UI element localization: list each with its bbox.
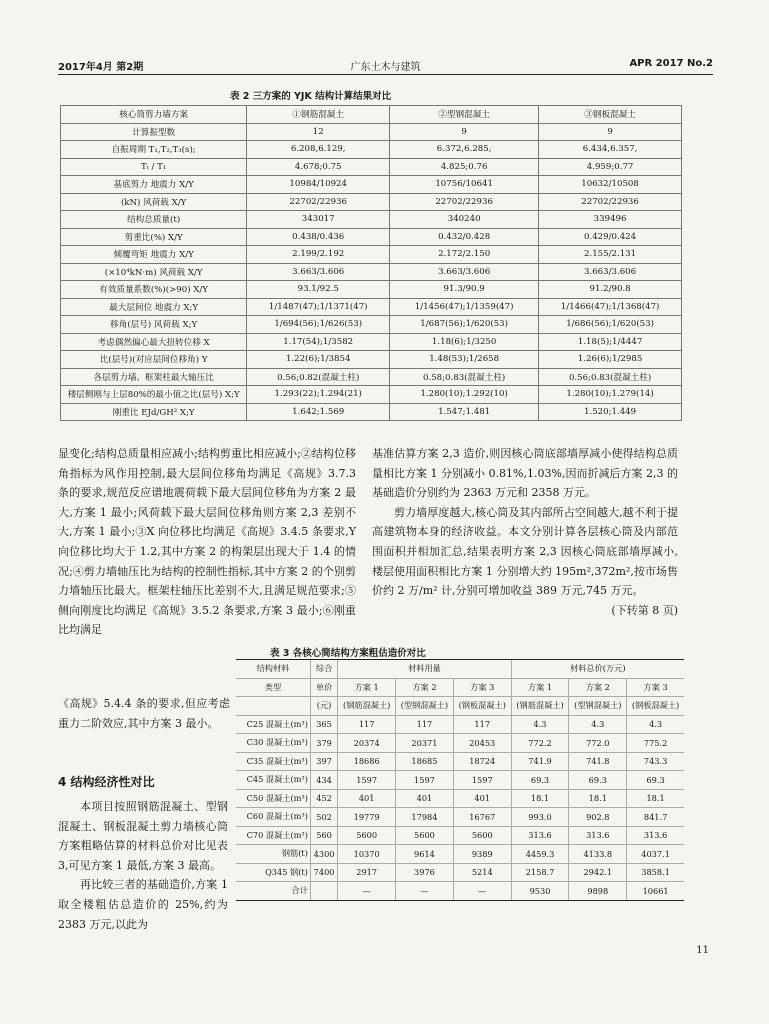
table3-subheader: 方案 1 <box>338 678 396 697</box>
right-paragraph-2: 剪力墙厚度越大,核心筒及其内部所占空间越大,越不利于提高建筑物本身的经济收益。本文分别计算各层核心筒及内部范围面积并相加汇总,结果表明方案 2,3 因核心筒底部墙厚减小,楼层使用面积相比方案 1 分别增大约 195m²,372m²,按市场售价约 2 万/m² 计,分别可增加收益 389 万元,745 万元。 <box>372 505 678 598</box>
table3-cell: 4459.3 <box>511 845 569 864</box>
table3-row <box>236 789 684 808</box>
table3-subheader: 方案 3 <box>453 678 511 697</box>
table3-cell: 397 <box>310 752 337 771</box>
table2-caption: 表 2 三方案的 YJK 结构计算结果对比 <box>230 91 392 102</box>
table3-cell: 1597 <box>338 771 396 790</box>
table3-cell: 19779 <box>338 808 396 827</box>
table3-row-label: 钢筋(t) <box>236 845 310 864</box>
table3-row-label: C50 混凝土(m³) <box>236 789 310 808</box>
table3-cell: 743.3 <box>627 752 684 771</box>
table3-cell: 3976 <box>396 863 454 882</box>
table3-cell: 741.9 <box>511 752 569 771</box>
table3-cell: 18.1 <box>511 789 569 808</box>
table3-row <box>236 863 684 882</box>
table2-row <box>61 106 682 124</box>
table2-row-label: 倾覆弯矩 地震力 X/Y <box>61 246 247 264</box>
section-body <box>58 797 228 934</box>
header-issue: 2017年4月 第2期 <box>58 62 144 73</box>
table3-header-quantity: 材料用量 <box>338 660 511 679</box>
table3-subheader: 类型 <box>236 678 310 697</box>
right-paragraph-1: 基准估算方案 2,3 造价,则因核心筒底部墙厚减小使得结构总质量相比方案 1 分别减小 0.81%,1.03%,因而折减后方案 2,3 的基础造价分别约为 2363 万元和 2358 万元。 <box>372 447 678 500</box>
table3-cell: 775.2 <box>627 734 684 753</box>
table2-cell: ②型钢混凝土 <box>390 106 539 124</box>
table2-row <box>61 298 682 316</box>
table2-cell: 22702/22936 <box>390 193 539 211</box>
table2-row-label: (×10⁴kN·m) 风荷载 X/Y <box>61 263 247 281</box>
section-title: 4 结构经济性对比 <box>58 775 155 789</box>
table3-cell: 741.8 <box>569 752 627 771</box>
table3-row-label: C25 混凝土(m³) <box>236 715 310 734</box>
table3-cell: 365 <box>310 715 337 734</box>
table3-cell: 17984 <box>396 808 454 827</box>
table3-row <box>236 752 684 771</box>
table3-subheader: 方案 1 <box>511 678 569 697</box>
table3-cell: 18686 <box>338 752 396 771</box>
table2-cell: 1.642;1.569 <box>247 403 390 421</box>
table3-row <box>236 808 684 827</box>
header-rule <box>58 74 713 75</box>
table2-row <box>61 158 682 176</box>
table2-row-label: 考虑偶然偏心最大扭转位移 X <box>61 333 247 351</box>
table2-row <box>61 123 682 141</box>
table3-row <box>236 734 684 753</box>
table2-cell: 1.18(5);1/4447 <box>539 333 682 351</box>
table3-header-material: 结构材料 <box>236 660 310 679</box>
table2-cell: 343017 <box>247 211 390 229</box>
table3-header-total: 材料总价(万元) <box>511 660 684 679</box>
table3-subheader-note: (型钢混凝土) <box>569 697 627 716</box>
table3-cell: 9530 <box>511 882 569 901</box>
table3-subheader-note: (型钢混凝土) <box>396 697 454 716</box>
left-column-text-cont <box>58 694 230 733</box>
table2-cell: 93.1/92.5 <box>247 281 390 299</box>
left-paragraph: 显变化;结构总质量相应减小;结构剪重比相应减小;②结构位移角指标为风作用控制,最大层间位移角均满足《高规》3.7.3 条的要求,规范反应谱地震荷载下最大层间位移角为方案 2 最大,方案 1 最小;风荷载下最大层间位移角则方案 2,3 差别不大,方案 1 最小;③X 向位移比均满足《高规》3.4.5 条要求,Y 向位移比均大于 1.2,其中方案 2 的构架层出现大于 1.4 的情况;④剪力墙轴压比为结构的控制性指标,其中方案 2 的个别剪力墙轴压比最大。框架柱轴压比差别不大,且满足规范要求;⑤侧向刚度比均满足《高规》3.5.2 条要求,方案 3 最小;⑥刚重比均满足 <box>58 447 356 637</box>
table3-subheader-note: (元) <box>310 697 337 716</box>
page-number: 11 <box>696 945 709 956</box>
table2-row <box>61 351 682 369</box>
table2-row-label: 楼层侧刚与上层80%的最小值之比(层号) X;Y <box>61 386 247 404</box>
table2-cell: ③钢板混凝土 <box>539 106 682 124</box>
table3-caption: 表 3 各核心筒结构方案粗估造价对比 <box>270 648 426 659</box>
table3-cell: 313.6 <box>511 826 569 845</box>
table3-cell: 902.8 <box>569 808 627 827</box>
table3-row-label: C70 混凝土(m³) <box>236 826 310 845</box>
table3-row <box>236 845 684 864</box>
section-paragraph-1: 本项目按照钢筋混凝土、型钢混凝土、钢板混凝土剪力墙核心筒方案粗略估算的材料总价对比见表 3,可见方案 1 最低,方案 3 最高。 <box>58 800 228 872</box>
table2-row <box>61 403 682 421</box>
table3-row <box>236 715 684 734</box>
table2-cell: 1.280(10);1.279(14) <box>539 386 682 404</box>
table3-cell: 379 <box>310 734 337 753</box>
table3-cell: 452 <box>310 789 337 808</box>
table3-cell: 560 <box>310 826 337 845</box>
table3-subheader: 方案 2 <box>396 678 454 697</box>
table3-cell: 69.3 <box>511 771 569 790</box>
table3-cell: 1597 <box>396 771 454 790</box>
table3-subheader: 单价 <box>310 678 337 697</box>
table2-row-label: 结构总质量(t) <box>61 211 247 229</box>
table2-cell: 9 <box>539 123 682 141</box>
table3-cell: 20453 <box>453 734 511 753</box>
table3-cell: 841.7 <box>627 808 684 827</box>
table3-cell: 313.6 <box>627 826 684 845</box>
table3-cell: 4133.8 <box>569 845 627 864</box>
table2-yjk-results <box>60 105 682 421</box>
table3-subheader-note: (钢板混凝土) <box>453 697 511 716</box>
table3-cell: 18724 <box>453 752 511 771</box>
table2-cell: 1.17(54);1/3582 <box>247 333 390 351</box>
table2-row-label: 有效质量系数(%)(>90) X/Y <box>61 281 247 299</box>
table2-cell: 6.434,6.357, <box>539 141 682 159</box>
table2-cell: 91.3/90.9 <box>390 281 539 299</box>
table2-cell: 3.663/3.606 <box>247 263 390 281</box>
table2-row-label: 最大层间位 地震力 X;Y <box>61 298 247 316</box>
table2-cell: 1.26(6);1/2985 <box>539 351 682 369</box>
table2-row <box>61 386 682 404</box>
table2-cell: ①钢筋混凝土 <box>247 106 390 124</box>
table2-cell: 0.58;0.83(混凝土柱) <box>390 368 539 386</box>
table2-cell: 1/1456(47);1/1359(47) <box>390 298 539 316</box>
table3-cell: — <box>338 882 396 901</box>
table2-cell: 10984/10924 <box>247 176 390 194</box>
table2-cell: 1.280(10);1.292(10) <box>390 386 539 404</box>
table2-cell: 1.22(6);1/3854 <box>247 351 390 369</box>
table3-cell: 502 <box>310 808 337 827</box>
table2-row-label: (kN) 风荷载 X/Y <box>61 193 247 211</box>
table3-cell: — <box>453 882 511 901</box>
table2-row-label: 基底剪力 地震力 X/Y <box>61 176 247 194</box>
table2-row <box>61 211 682 229</box>
table2-row-label: 剪重比(%) X/Y <box>61 228 247 246</box>
table3-cell: 9389 <box>453 845 511 864</box>
left-paragraph-cont: 《高规》5.4.4 条的要求,但应考虑重力二阶效应,其中方案 3 最小。 <box>58 697 230 730</box>
section-paragraph-2: 再比较三者的基础造价,方案 1 取全楼粗估总造价的 25%,约为 2383 万元,以此为 <box>58 878 228 931</box>
table2-row <box>61 193 682 211</box>
table2-cell: 1.48(53);1/2658 <box>390 351 539 369</box>
table2-row <box>61 368 682 386</box>
table2-cell: 3.663/3.606 <box>539 263 682 281</box>
table3-cell: 401 <box>453 789 511 808</box>
table2-cell: 4.959;0.77 <box>539 158 682 176</box>
table2-cell: 2.199/2.192 <box>247 246 390 264</box>
table3-cell: 313.6 <box>569 826 627 845</box>
table3-cell: 18685 <box>396 752 454 771</box>
table3-cost-comparison <box>236 659 684 901</box>
table2-row <box>61 176 682 194</box>
table3-row <box>236 826 684 845</box>
table3-subheader-note: (钢筋混凝土) <box>338 697 396 716</box>
table2-cell: 91.2/90.8 <box>539 281 682 299</box>
table2-cell: 1/687(56);1/620(53) <box>390 316 539 334</box>
table3-row <box>236 771 684 790</box>
table2-row-label: 移角(层号) 风荷载 X;Y <box>61 316 247 334</box>
table2-cell: 1.520;1.449 <box>539 403 682 421</box>
table2-cell: 0.432/0.428 <box>390 228 539 246</box>
table3-cell: 117 <box>338 715 396 734</box>
left-column-text <box>58 444 356 640</box>
table3-cell: 9614 <box>396 845 454 864</box>
table2-cell: 0.429/0.424 <box>539 228 682 246</box>
table2-cell: 2.172/2.150 <box>390 246 539 264</box>
table3-cell: 2942.1 <box>569 863 627 882</box>
table2-cell: 6.372,6.285, <box>390 141 539 159</box>
table2-cell: 1.547;1.481 <box>390 403 539 421</box>
table3-cell: 5600 <box>396 826 454 845</box>
table3-cell: 20371 <box>396 734 454 753</box>
running-header <box>58 56 713 74</box>
table2-cell: 1/1487(47);1/1371(47) <box>247 298 390 316</box>
table3-subheader-note: (钢板混凝土) <box>627 697 684 716</box>
table2-cell: 4.678;0.75 <box>247 158 390 176</box>
table3-cell <box>310 882 337 901</box>
table2-cell: 22702/22936 <box>539 193 682 211</box>
table3-cell: 7400 <box>310 863 337 882</box>
table2-cell: 340240 <box>390 211 539 229</box>
table3-cell: 69.3 <box>627 771 684 790</box>
table3-cell: 1597 <box>453 771 511 790</box>
table2-row-label: 核心筒剪力墙方案 <box>61 106 247 124</box>
table3-row-label: C30 混凝土(m³) <box>236 734 310 753</box>
table3-cell: 3858.1 <box>627 863 684 882</box>
table2-row-label: 刚重比 EJd/GH² X;Y <box>61 403 247 421</box>
table3-subheader-note: (钢筋混凝土) <box>511 697 569 716</box>
table2-row <box>61 333 682 351</box>
header-date: APR 2017 No.2 <box>629 58 713 69</box>
table2-row-label: 各层剪力墙、框架柱最大轴压比 <box>61 368 247 386</box>
table2-row-label: 自振周期 T₁,T₂,T₃(s); <box>61 141 247 159</box>
table3-cell: — <box>396 882 454 901</box>
table2-cell: 2.155/2.131 <box>539 246 682 264</box>
table3-cell: 5600 <box>338 826 396 845</box>
table3-cell: 2917 <box>338 863 396 882</box>
table2-row-label: Tₜ / T₁ <box>61 158 247 176</box>
table3-cell: 401 <box>396 789 454 808</box>
right-column-text <box>372 444 678 620</box>
table3-cell: 4037.1 <box>627 845 684 864</box>
table3-row-label: Q345 钢(t) <box>236 863 310 882</box>
table2-cell: 0.56;0.83(混凝土柱) <box>539 368 682 386</box>
table2-row <box>61 246 682 264</box>
table3-cell: 772.2 <box>511 734 569 753</box>
table3-cell: 5214 <box>453 863 511 882</box>
table3-cell: 434 <box>310 771 337 790</box>
table2-cell: 1.293(22);1.294(21) <box>247 386 390 404</box>
table2-cell: 4.825;0.76 <box>390 158 539 176</box>
table3-row-label: C60 混凝土(m³) <box>236 808 310 827</box>
table2-row-label: 比(层号)(对应层间位移角) Y <box>61 351 247 369</box>
table3-subheader: 方案 2 <box>569 678 627 697</box>
table2-cell: 0.56;0.82(混凝土柱) <box>247 368 390 386</box>
table2-cell: 1/686(56);1/620(53) <box>539 316 682 334</box>
table2-row <box>61 316 682 334</box>
table2-row-label: 计算振型数 <box>61 123 247 141</box>
table3-cell: 5600 <box>453 826 511 845</box>
table3-cell: 4300 <box>310 845 337 864</box>
table3-cell: 993.0 <box>511 808 569 827</box>
table3-cell: 117 <box>453 715 511 734</box>
table3-row <box>236 882 684 901</box>
table2-cell: 6.208,6.129, <box>247 141 390 159</box>
table3-row-label: C35 混凝土(m³) <box>236 752 310 771</box>
header-journal: 广东土木与建筑 <box>350 62 421 73</box>
table3-cell: 4.3 <box>511 715 569 734</box>
table3-cell: 10661 <box>627 882 684 901</box>
table2-row <box>61 141 682 159</box>
table2-cell: 10756/10641 <box>390 176 539 194</box>
table2-cell: 1.18(6);1/3250 <box>390 333 539 351</box>
table2-cell: 22702/22936 <box>247 193 390 211</box>
continued-note: (下转第 8 页) <box>611 603 678 617</box>
table3-cell: 18.1 <box>627 789 684 808</box>
table2-cell: 3.663/3.606 <box>390 263 539 281</box>
table3-cell: 4.3 <box>569 715 627 734</box>
table2-row <box>61 228 682 246</box>
table2-cell: 12 <box>247 123 390 141</box>
table2-cell: 0.438/0.436 <box>247 228 390 246</box>
table2-cell: 339496 <box>539 211 682 229</box>
table3-cell: 4.3 <box>627 715 684 734</box>
table3-cell: 20374 <box>338 734 396 753</box>
table2-cell: 1/1466(47);1/1368(47) <box>539 298 682 316</box>
table3-row-label: C45 混凝土(m³) <box>236 771 310 790</box>
table3-subheader: 方案 3 <box>627 678 684 697</box>
table3-cell: 772.0 <box>569 734 627 753</box>
table3-cell: 69.3 <box>569 771 627 790</box>
table2-cell: 1/694(56);1/626(53) <box>247 316 390 334</box>
table3-header-price: 综合 <box>310 660 337 679</box>
table3-row-label: 合计 <box>236 882 310 901</box>
table3-cell: 9898 <box>569 882 627 901</box>
table3-cell: 16767 <box>453 808 511 827</box>
table2-cell: 9 <box>390 123 539 141</box>
table3-cell: 2158.7 <box>511 863 569 882</box>
table3-cell: 401 <box>338 789 396 808</box>
table3-cell: 10370 <box>338 845 396 864</box>
table3-subheader-blank <box>236 697 310 716</box>
table3-cell: 18.1 <box>569 789 627 808</box>
table2-cell: 10632/10508 <box>539 176 682 194</box>
table3-cell: 117 <box>396 715 454 734</box>
table2-row <box>61 281 682 299</box>
table2-row <box>61 263 682 281</box>
